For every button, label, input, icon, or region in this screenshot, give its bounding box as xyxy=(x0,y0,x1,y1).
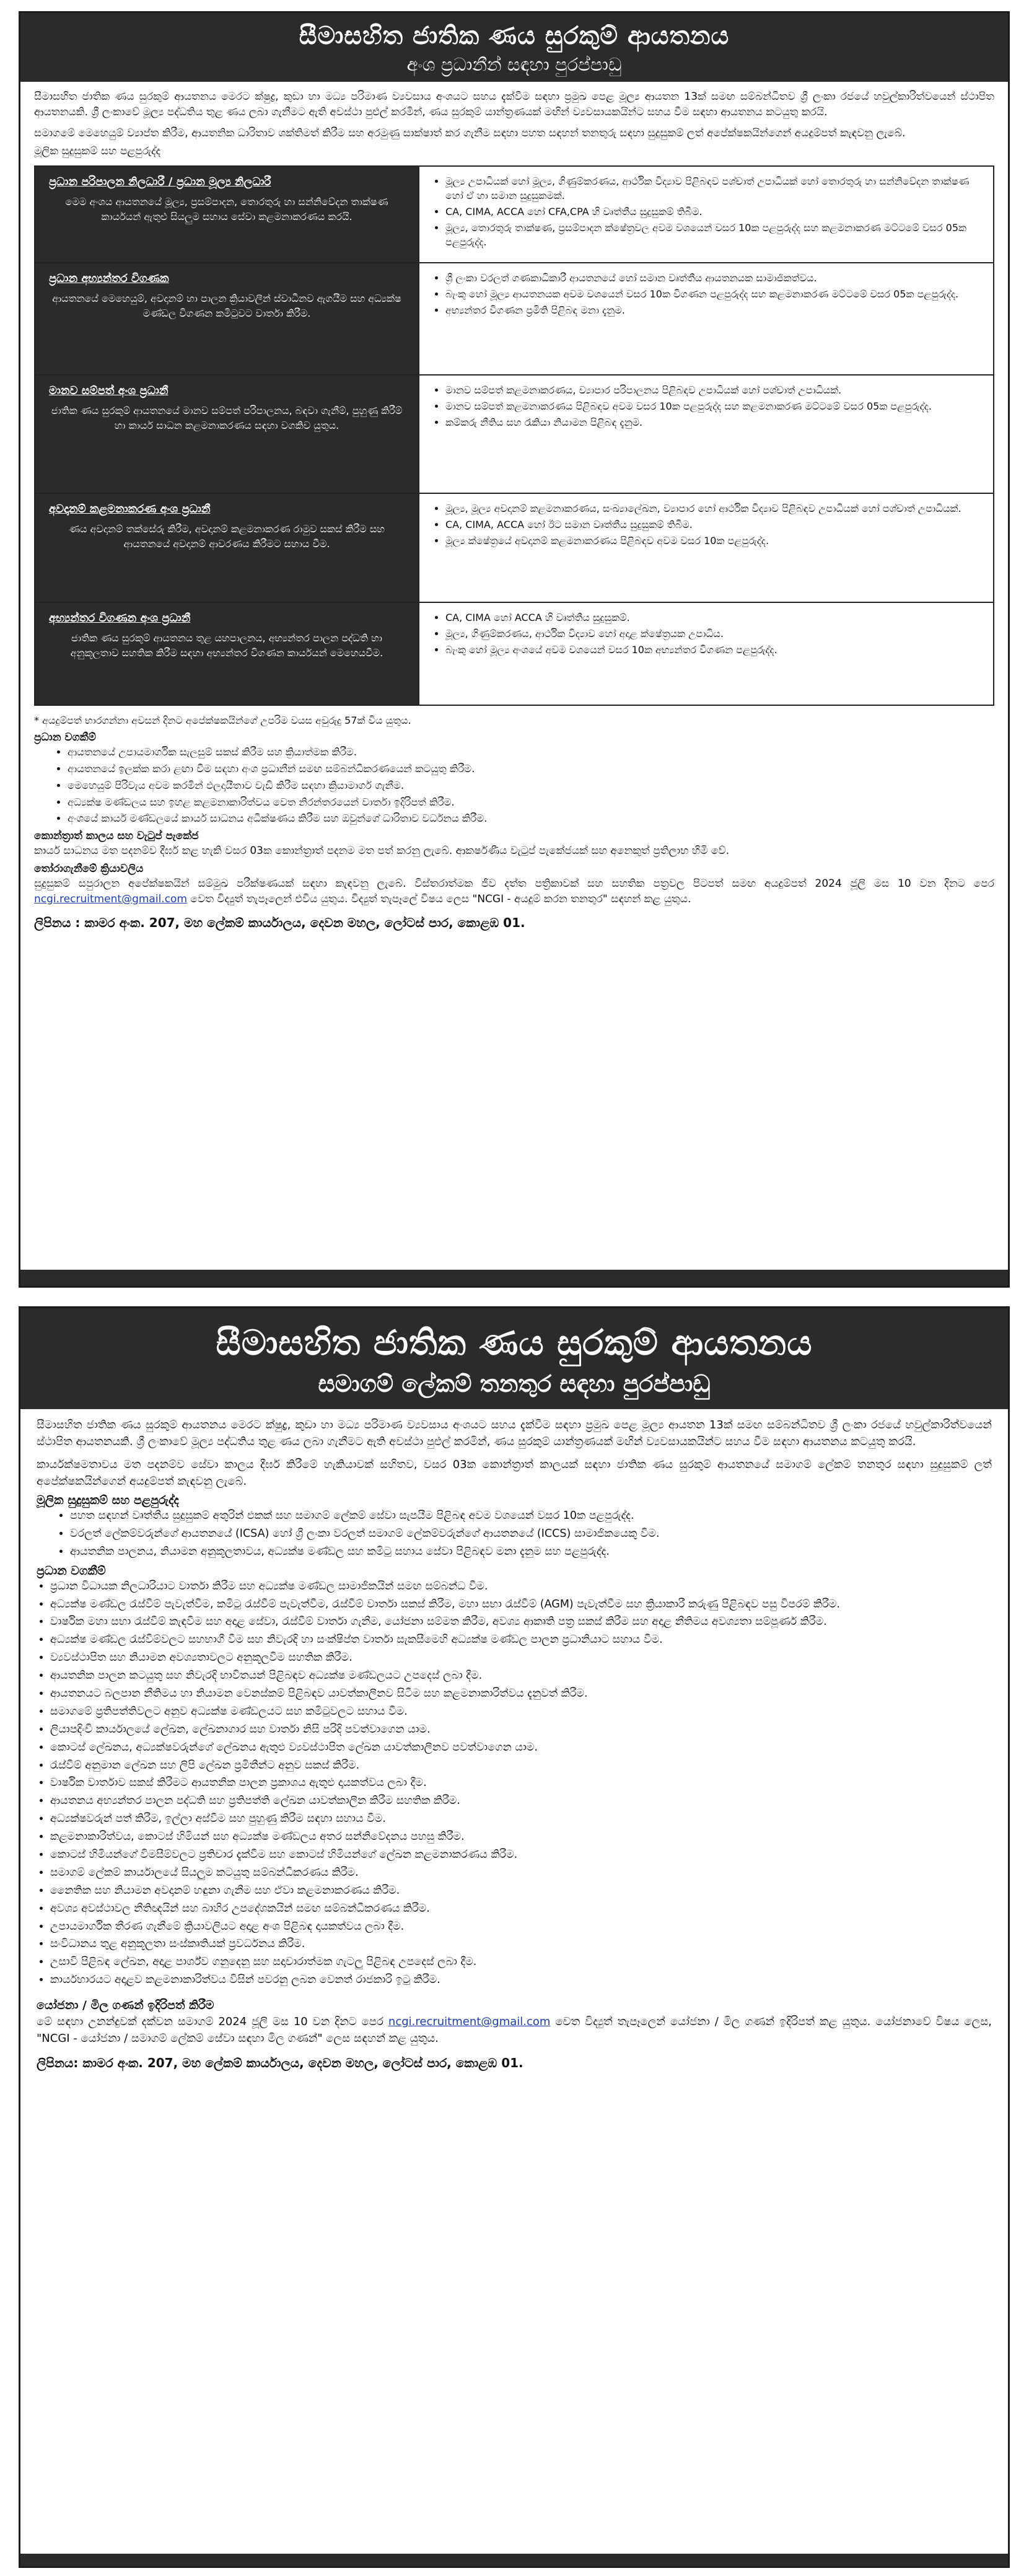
requirement-item: • මානව සම්පත් කළමනාකරණය, ව්‍යාපාර පරිපාලනය පිළිබඳව උපාධියක් හෝ පශ්චාත් උපාධියක්. xyxy=(445,383,983,397)
notice-title: සීමාසහිත ජාතික ණය සුරකුම් ආයතනය xyxy=(216,1323,813,1363)
duty-item: • රැස්වීම් අනුමාන ලේඛන සහ ලිපි ලේඛන ප්‍රමිතීන්ට අනුව සකස් කිරීම. xyxy=(50,1758,992,1774)
role-requirements xyxy=(419,166,994,263)
duty-item: • ප්‍රධාන විධායක නිලධාරියාට වාර්තා කිරීම සහ අධ්‍යක්ෂ මණ්ඩල සාමාජිකයින් සමඟ සම්බන්ධ වීම. xyxy=(50,1579,992,1595)
requirement-item: • මූල්‍ය ක්ෂේත්‍රයේ අවදානම් කළමනාකරණය පිළිබඳව අවම වසර 10ක පළපුරුද්ද. xyxy=(445,534,983,548)
email-link[interactable]: ncgi.recruitment@gmail.com xyxy=(388,2015,551,2029)
role-row xyxy=(35,166,994,263)
apply-text xyxy=(37,2013,992,2047)
duty-item: • අධ්‍යක්ෂ මණ්ඩලය සහ ඉහළ කළමනාකාරිත්වය වෙත නිරන්තරයෙන් වාර්තා ඉදිරිපත් කිරීම. xyxy=(68,795,994,810)
requirement-item: • බැංකු හෝ මූල්‍ය ආයතනයක අවම වශයෙන් වසර 10ක විගණන පළපුරුද්ද සහ කළමනාකරණ මට්ටමේ වසර 05ක පළපුරුද්ද. xyxy=(445,287,983,301)
duty-item: • අංශයේ කාර්ය මණ්ඩලයේ කාර්ය සාධනය අධීක්ෂණය කිරීම සහ ඔවුන්ගේ ධාරිතාව වර්ධනය කිරීම. xyxy=(68,811,994,826)
duty-item: • කොටස් ලේඛනය, අධ්‍යක්ෂවරුන්ගේ ලේඛනය ඇතුළු ව්‍යවස්ථාපිත ලේඛන යාවත්කාලීනව පවත්වාගෙන යාම. xyxy=(50,1740,992,1756)
role-title: අභ්‍යන්තර විගණන අංශ ප්‍රධානී xyxy=(49,611,191,625)
qualification-item: • වරලත් ලේකම්වරුන්ගේ ආයතනයේ (ICSA) හෝ ශ්‍රී ලංකා වරලත් සමාගම් ලේකම්වරුන්ගේ ආයතනයේ (ICCS) සාමාජිකයෙකු වීම. xyxy=(70,1526,992,1542)
duty-item: • ආයතනයට බලපාන නීතිමය හා නියාමන වෙනස්කම් පිළිබඳව යාවත්කාලීනව සිටීම සහ කළමනාකාරිත්වය දැනුවත් කිරීම. xyxy=(50,1686,992,1702)
requirement-item: • කම්කරු නීතිය සහ රැකියා නියාමන පිළිබඳ දැනුම. xyxy=(445,415,983,429)
method-text xyxy=(34,876,994,907)
duty-item: • ලියාපදිංචි කාර්යාලයේ ලේඛන, ලේඛනාගාර සහ වාර්තා නිසි පරිදි පවත්වාගෙන යාම. xyxy=(50,1722,992,1738)
method-heading: තෝරාගැනීමේ ක්‍රියාවලිය xyxy=(34,863,144,875)
role-title: ප්‍රධාන අභ්‍යන්තර විගණක xyxy=(49,271,169,285)
duty-item: • උපායමාර්ගික තීරණ ගැනීමේ ක්‍රියාවලියට අදාළ අංශ පිළිබඳ දායකත්වය ලබා දීම. xyxy=(50,1919,992,1935)
role-summary xyxy=(35,375,419,493)
duty-item: • වාර්ෂික මහා සභා රැස්වීම් කැඳවීම සහ අදාළ සේවා, රැස්වීම් වාර්තා ගැනීම, යෝජනා සම්මත කිරීම, අවශ්‍ය ආකෘති පත්‍ර සකස් කිරීම සහ අදාළ නීතිමය අවශ්‍යතා සම්පූර්ණ කිරීම. xyxy=(50,1614,992,1630)
tenure-heading: කොන්ත්‍රාත් කාලය සහ වැටුප් පැකේජ xyxy=(34,830,199,843)
notice-header xyxy=(20,1308,1008,1409)
duty-item: • අධ්‍යක්ෂ මණ්ඩල රැස්වීම් පැවැත්වීම, කමිටු රැස්වීම් පැවැත්වීම, රැස්වීම් වාර්තා සකස් කිරීම, මහා සභා රැස්වීම් (AGM) පැවැත්වීම සහ ක්‍රියාකාරී කරුණු පිළිබඳව පසු විපරම් කිරීම. xyxy=(50,1597,992,1613)
role-row xyxy=(35,263,994,375)
role-summary xyxy=(35,493,419,602)
requirement-item: • CA, CIMA, ACCA හෝ CFA,CPA හි වෘත්තීය සුදුසුකම් තිබීම. xyxy=(445,204,983,219)
requirement-item: • CA, CIMA, ACCA හෝ ඊට සමාන වෘත්තීය සුදුසුකම් තිබීම. xyxy=(445,517,983,532)
qualification-item: • පහත සඳහන් වෘත්තීය සුදුසුකම් අතුරින් එකක් සහ සමාගම් ලේකම් සේවා සැපයීම පිළිබඳ අවම වශයෙන් වසර 10ක පළපුරුද්ද. xyxy=(70,1508,992,1524)
role-description: ජාතික ණය සුරකුම් ආයතනයේ මානව සම්පත් පරිපාලනය, බඳවා ගැනීම්, පුහුණු කිරීම් හා කාර්ය සාධන කළමනාකරණය සඳහා වගකිව යුතුය. xyxy=(51,404,403,431)
role-title: අවදානම් කළමනාකරණ අංශ ප්‍රධානී xyxy=(49,502,211,516)
notice-subtitle: අංශ ප්‍රධානීන් සඳහා පුරප්පාඩු xyxy=(406,54,622,75)
duty-item: • සමාගමේ ප්‍රතිපත්තිවලට අනුව අධ්‍යක්ෂ මණ්ඩලයට සහ කමිටුවලට සහාය වීම. xyxy=(50,1704,992,1720)
method-text-tail: වෙත විද්‍යුත් තැපෑලෙන් එවිය යුතුය. විද්‍යුත් තැපෑලේ විෂය ලෙස "NCGI - අයදුම් කරන තනතුර" සඳහන් කළ යුතුය. xyxy=(190,892,691,905)
duty-item: • ආයතනික පාලන කටයුතු සහ නිවැරදි භාවිතයන් පිළිබඳව අධ්‍යක්ෂ මණ්ඩලයට උපදෙස් ලබා දීම. xyxy=(50,1668,992,1684)
requirement-item: • අභ්‍යන්තර විගණන ප්‍රමිති පිළිබඳ මනා දැනුම. xyxy=(445,303,983,317)
role-summary xyxy=(35,602,419,705)
duties-heading: ප්‍රධාන වගකීම් xyxy=(37,1563,106,1578)
role-title: මානව සම්පත් අංශ ප්‍රධානී xyxy=(49,384,169,397)
role-row xyxy=(35,375,994,493)
method-text-lead: සුදුසුකම් සපුරාලන අපේක්ෂකයින් සම්මුඛ පරීක්ෂණයක් සඳහා කැඳවනු ලැබේ. විස්තරාත්මක ජීව දත්ත පත්‍රිකාවක් සහ සහතික පත්‍රවල පිටපත් සමඟ අයදුම්පත් 2024 ජූලි මස 10 වන දිනට පෙර xyxy=(34,877,994,890)
requirement-item: • මූල්‍ය, මූල්‍ය අවදානම් කළමනාකරණය, සංඛ්‍යාලේඛන, ව්‍යාපාර හෝ ආර්ථික විද්‍යාව පිළිබඳව උපාධියක් හෝ පශ්චාත් උපාධියක්. xyxy=(445,501,983,516)
requirement-item: • මූල්‍ය උපාධියක් හෝ මූල්‍ය, ගිණුම්කරණය, ආර්ථික විද්‍යාව පිළිබඳව පශ්චාත් උපාධියක් හෝ තොරතුරු හා සන්නිවේදන තාක්ෂණ හෝ ඒ හා සමාන සුදුසුකමක්. xyxy=(445,174,983,203)
notice-header xyxy=(20,13,1008,82)
duty-item: • ව්‍යවස්ථාපිත සහ නියාමන අවශ්‍යතාවලට අනුකූලවීම සහතික කිරීම. xyxy=(50,1650,992,1666)
duty-item: • සංවිධානය තුළ අනුකූලතා සංස්කෘතියක් ප්‍රවර්ධනය කිරීම. xyxy=(50,1936,992,1953)
requirement-item: • CA, CIMA හෝ ACCA හි වෘත්තීය සුදුසුකම්. xyxy=(445,610,983,625)
role-description: ආයතනයේ මෙහෙයුම්, අවදානම් හා පාලන ක්‍රියාවලීන් ස්වාධීනව ඇගයීම සහ අධ්‍යක්ෂ මණ්ඩල විගණන කමිටුවට වාර්තා කිරීම. xyxy=(52,292,401,319)
qualification-item: • ආයතනික පාලනය, නියාමන අනුකූලතාවය, අධ්‍යක්ෂ මණ්ඩල සහ කමිටු සහාය සේවා පිළිබඳව මනා දැනුම සහ පළපුරුද්ද. xyxy=(70,1544,992,1560)
requirement-item: • ශ්‍රී ලංකා වරලත් ගණකාධිකාරී ආයතනයේ හෝ සමාන වෘත්තීය ආයතනයක සාමාජිකත්වය. xyxy=(445,271,983,285)
requirement-item: • බැංකු හෝ මූල්‍ය අංශයේ අවම වශයෙන් වසර 10ක අභ්‍යන්තර විගණන පළපුරුද්ද. xyxy=(445,643,983,657)
role-summary xyxy=(35,263,419,375)
role-title: ප්‍රධාන පරිපාලන නිලධාරී / ප්‍රධාන මූල්‍ය නිලධාරී xyxy=(49,175,271,188)
intro-tail: මූලික සුදුසුකම් සහ පළපුරුද්ද xyxy=(34,144,161,157)
duty-item: • වාර්ෂික වාර්තාව සකස් කිරීමට ආයතනික පාලන ප්‍රකාශය ඇතුළු දායකත්වය ලබා දීම. xyxy=(50,1775,992,1791)
vacancy-notice-heads xyxy=(19,11,1010,1288)
requirement-item: • මූල්‍ය, තොරතුරු තාක්ෂණ, ප්‍රසම්පාදන ක්ෂේත්‍රවල අවම වශයෙන් වසර 10ක පළපුරුද්ද සහ කළමනාකරණ මට්ටමේ වසර 05ක පළපුරුද්ද. xyxy=(445,221,983,249)
duty-item: • කාර්යභාරයට අදාළව කළමනාකාරිත්වය විසින් පවරනු ලබන වෙනත් රාජකාරි ඉටු කිරීම. xyxy=(50,1972,992,1989)
duty-item: • කොටස් හිමියන්ගේ විමසීම්වලට ප්‍රතිචාර දැක්වීම සහ කොටස් හිමියන්ගේ ලේඛන කළමනාකරණය කිරීම. xyxy=(50,1847,992,1863)
requirement-item: • මූල්‍ය, ගිණුම්කරණය, ආර්ථික විද්‍යාව හෝ අදාළ ක්ෂේත්‍රයක උපාධිය. xyxy=(445,626,983,641)
qualifications-list xyxy=(37,1508,992,1560)
roles-table xyxy=(34,165,994,706)
intro-paragraph-2: සමාගමේ මෙහෙයුම් ව්‍යාප්ත කිරීම, ආයතනික ධාරිතාව ශක්තිමත් කිරීම සහ අරමුණු සාක්ෂාත් කර ගැනීම සඳහා පහත සඳහන් තනතුරු සඳහා සුදුසුකම් ලත් අපේක්ෂකයින්ගෙන් අයදුම්පත් කැඳවනු ලැබේ. xyxy=(34,127,906,140)
notice-subtitle: සමාගම් ලේකම් තනතුර සඳහා පුරප්පාඩු xyxy=(318,1370,711,1397)
apply-text-lead: මේ සඳහා උනන්දුවක් දක්වන සමාගම් 2024 ජූලි මස 10 වන දිනට පෙර xyxy=(37,2015,383,2029)
duty-item: • අධ්‍යක්ෂවරුන් පත් කිරීම, ඉල්ලා අස්වීම සහ පුහුණු කිරීම සඳහා සහාය වීම. xyxy=(50,1811,992,1827)
duty-item: • සමාගම් ලේකම් කාර්යාලයේ සියලුම කටයුතු සම්බන්ධීකරණය කිරීම. xyxy=(50,1865,992,1881)
vacancy-notice-company-secretary xyxy=(19,1306,1010,2568)
age-note: * අයදුම්පත් භාරගන්නා අවසන් දිනට අපේක්ෂකයින්ගේ උපරිම වයස අවුරුදු 57ක් විය යුතුය. xyxy=(34,714,411,726)
notice-title: සීමාසහිත ජාතික ණය සුරකුම් ආයතනය xyxy=(299,22,730,50)
office-address: ලිපිනය: කාමර අංක. 207, මහ ලේකම් කාර්යාලය, දෙවන මහල, ලෝටස් පාර, කොළඹ 01. xyxy=(37,2055,523,2071)
duty-item: • අධ්‍යක්ෂ මණ්ඩල රැස්වීම්වලට සහභාගී වීම සහ නිවැරදි හා සංක්ෂිප්ත වාර්තා සැකසීමෙහි අධ්‍යක්ෂ මණ්ඩල පාලන ප්‍රධානියාට සහාය වීම. xyxy=(50,1632,992,1648)
role-requirements xyxy=(419,493,994,602)
intro-paragraph-2: කාර්යක්ෂමතාවය මත පදනම්ව සේවා කාලය දීර්ඝ කිරීමේ හැකියාවක් සහිතව, වසර 03ක කොන්ත්‍රාත් කාලයක් සඳහා ජාතික ණය සුරකුම් ආයතනයේ සමාගම් ලේකම් තනතුර සඳහා සුදුසුකම් ලත් අපේක්ෂකයින්ගෙන් අයදුම්පත් කැඳවනු ලැබේ. xyxy=(37,1458,992,1488)
role-description: ජාතික ණය සුරකුම් ආයතනය තුළ යහපාලනය, අභ්‍යන්තර පාලන පද්ධති හා අනුකූලතාව සහතික කිරීම සඳහා අභ්‍යන්තර විගණන කාර්යයන් මෙහෙයවීම. xyxy=(70,631,383,659)
duty-item: • ආයතනය අභ්‍යන්තර පාලන පද්ධති සහ ප්‍රතිපත්ති ලේඛන යාවත්කාලීන කිරීම සහතික කිරීම. xyxy=(50,1793,992,1809)
duties-list xyxy=(34,745,994,827)
duties-list xyxy=(37,1579,992,1989)
role-requirements xyxy=(419,375,994,493)
tenure-text: කාර්ය සාධනය මත පදනම්ව දීර්ඝ කළ හැකි වසර 03ක කොන්ත්‍රාත් පදනම මත පත් කරනු ලැබේ. ආකර්ෂණීය වැටුප් පැකේජයක් සහ අනෙකුත් ප්‍රතිලාභ හිමි වේ. xyxy=(34,845,730,858)
apply-heading: යෝජනා / මිල ගණන් ඉදිරිපත් කිරීම xyxy=(37,1998,214,2013)
duty-item: • මෙහෙයුම් පිරිවැය අවම කරමින් ඵලදායීතාව වැඩි කිරීම සඳහා ක්‍රියාමාර්ග ගැනීම. xyxy=(68,778,994,793)
role-requirements xyxy=(419,263,994,375)
role-description: මෙම අංශය ආයතනයේ මූල්‍ය, ප්‍රසම්පාදන, තොරතුරු හා සන්නිවේදන තාක්ෂණ කාර්යයන් ඇතුළු සියලුම සහාය සේවා කළමනාකරණය කරයි. xyxy=(65,195,388,222)
email-link[interactable]: ncgi.recruitment@gmail.com xyxy=(34,892,187,905)
duty-item: • අවශ්‍ය අවස්ථාවල නීතිඥයින් සහ බාහිර උපදේශකයින් සමඟ සම්බන්ධීකරණය කිරීම. xyxy=(50,1901,992,1917)
duty-item: • කළමනාකාරිත්වය, කොටස් හිමියන් සහ අධ්‍යක්ෂ මණ්ඩලය අතර සන්නිවේදනය පහසු කිරීම. xyxy=(50,1829,992,1845)
qualifications-heading: මූලික සුදුසුකම් සහ පළපුරුද්ද xyxy=(37,1493,179,1507)
role-row xyxy=(35,493,994,602)
duty-item: • උසාවි පිළිබඳ ලේඛන, අදාළ පාර්ශ්ව ගනුදෙනු සහ සදාචාරාත්මක ගැටලු පිළිබඳ උපදෙස් ලබා දීම. xyxy=(50,1954,992,1971)
requirement-item: • මානව සම්පත් කළමනාකරණය පිළිබඳව අවම වසර 10ක පළපුරුද්ද සහ කළමනාකරණ මට්ටමේ වසර 05ක පළපුරුද්ද. xyxy=(445,399,983,413)
role-description: ණය අවදානම් තක්සේරු කිරීම, අවදානම් කළමනාකරණ රාමුව සකස් කිරීම සහ ආයතනයේ අවදානම් ආවරණය කිරීමට සහාය වීම. xyxy=(69,522,385,550)
duty-item: • ආයතනයේ ඉලක්ක කරා ළඟා වීම සඳහා අංශ ප්‍රධානීන් සමඟ සම්බන්ධීකරණයෙන් කටයුතු කිරීම. xyxy=(68,762,994,776)
footer-band xyxy=(20,2554,1008,2566)
duties-heading: ප්‍රධාන වගකීම් xyxy=(34,731,96,744)
role-requirements xyxy=(419,602,994,705)
role-row xyxy=(35,602,994,705)
apply-text-tail: වෙත විද්‍යුත් තැපෑලෙන් යෝජනා / මිල ගණන් ඉදිරිපත් කළ යුතුය. යෝජනාවේ විෂය ලෙස, "NCGI - යෝජනා / සමාගම් ලේකම් සේවා සඳහා මිල ගණන්" ලෙස සඳහන් කළ යුතුය. xyxy=(37,2015,992,2046)
duty-item: • ආයතනයේ උපායමාර්ගික සැලසුම් සකස් කිරීම සහ ක්‍රියාත්මක කිරීම. xyxy=(68,745,994,760)
intro-paragraph: සීමාසහිත ජාතික ණය සුරකුම් ආයතනය මෙරට ක්ෂුද්‍ර, කුඩා හා මධ්‍ය පරිමාණ ව්‍යවසාය අංශයට සහය දැක්වීම සඳහා ප්‍රමුඛ පෙළ මූල්‍ය ආයතන 13ක් සමඟ සම්බන්ධිතව ශ්‍රී ලංකා රජයේ හවුල්කාරිත්වයෙන් ස්ථාපිත ආයතනයකි. ශ්‍රී ලංකාවේ මූල්‍ය පද්ධතිය තුළ ණය ලබා ගැනීමට ඇති අවස්ථා පුළුල් කරමින්, ණය සුරකුම් යාන්ත්‍රණයක් මඟින් ව්‍යවසායකයින්ට සහය වීම සඳහා ආයතනය කටයුතු කරයි. xyxy=(34,90,994,118)
office-address: ලිපිනය : කාමර අංක. 207, මහ ලේකම් කාර්යාලය, දෙවන මහල, ලෝටස් පාර, කොළඹ 01. xyxy=(34,915,525,931)
intro-paragraph: සීමාසහිත ජාතික ණය සුරකුම් ආයතනය මෙරට ක්ෂුද්‍ර, කුඩා හා මධ්‍ය පරිමාණ ව්‍යවසාය අංශයට සහය දැක්වීම සඳහා ප්‍රමුඛ පෙළ මූල්‍ය ආයතන 13ක් සමඟ සම්බන්ධිතව ශ්‍රී ලංකා රජයේ හවුල්කාරිත්වයෙන් ස්ථාපිත ආයතනයකි. ශ්‍රී ලංකාවේ මූල්‍ය පද්ධතිය තුළ ණය ලබා ගැනීමට ඇති අවස්ථා පුළුල් කරමින්, ණය සුරකුම් යාන්ත්‍රණයක් මඟින් ව්‍යවසායකයින්ට සහය වීම සඳහා ආයතනය කටයුතු කරයි. xyxy=(37,1418,992,1448)
duty-item: • නෛතික සහ නියාමන අවදානම් හඳුනා ගැනීම සහ ඒවා කළමනාකරණය කිරීම. xyxy=(50,1883,992,1899)
role-summary xyxy=(35,166,419,263)
footer-band xyxy=(20,1270,1008,1286)
